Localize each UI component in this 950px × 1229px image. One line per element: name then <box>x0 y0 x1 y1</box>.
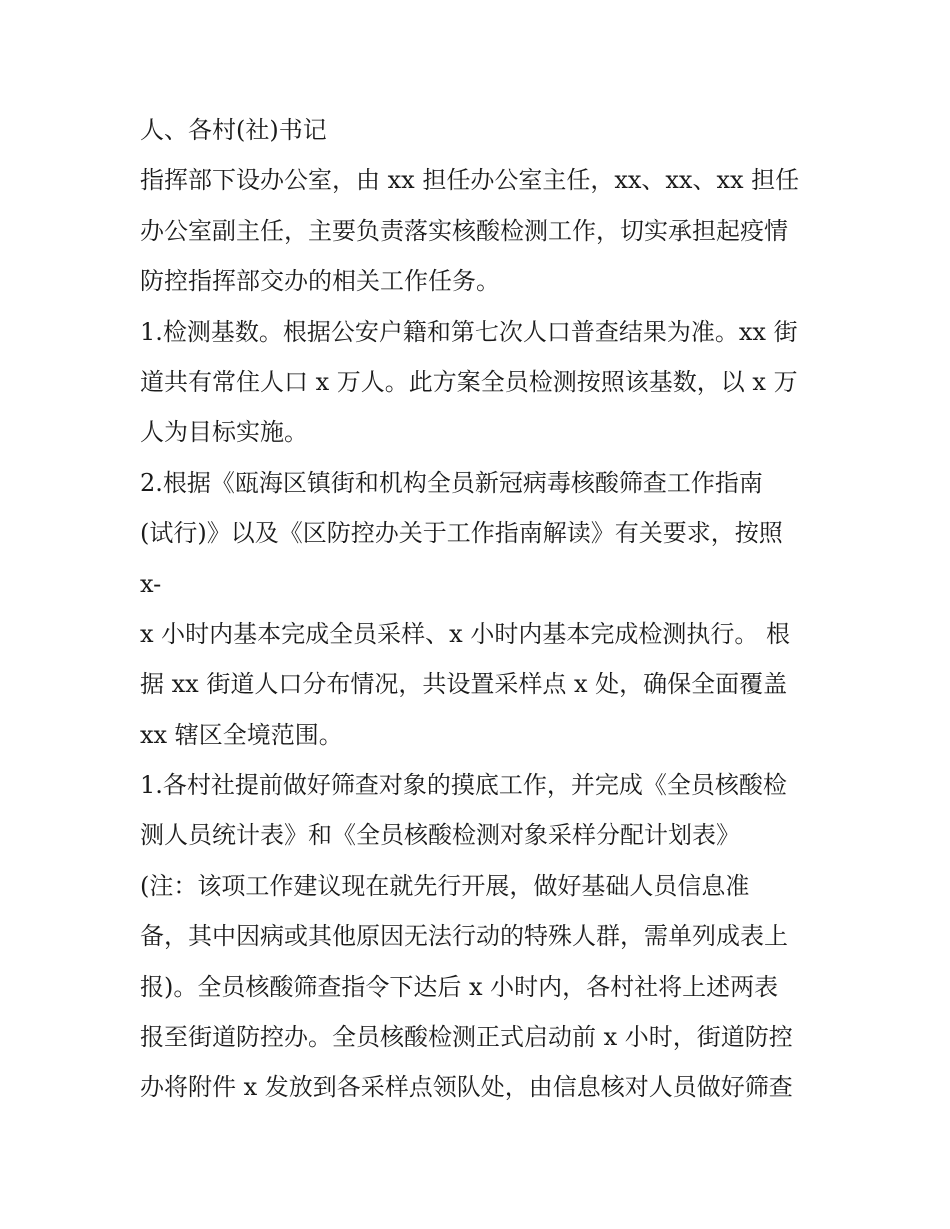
text-line: 人、各村(社)书记 <box>140 116 327 144</box>
text-line: 指挥部下设办公室，由 xx 担任办公室主任，xx、xx、xx 担任 <box>140 166 800 195</box>
text-line: 1.检测基数。根据公安户籍和第七次人口普查结果为准。xx 街 <box>140 317 798 346</box>
text-line: 报)。全员核酸筛查指令下达后 x 小时内，各村社将上述两表 <box>140 972 779 1001</box>
text-line: 办将附件 x 发放到各采样点领队处，由信息核对人员做好筛查 <box>140 1073 793 1102</box>
text-line: 道共有常住人口 x 万人。此方案全员检测按照该基数，以 x 万 <box>140 367 798 396</box>
text-line: 据 xx 街道人口分布情况，共设置采样点 x 处，确保全面覆盖 <box>140 670 788 699</box>
text-line: (注：该项工作建议现在就先行开展，做好基础人员信息准 <box>140 871 750 900</box>
text-line: 人为目标实施。 <box>140 418 308 447</box>
document-body <box>140 110 820 1118</box>
text-line: 测人员统计表》和《全员核酸检测对象采样分配计划表》 <box>140 821 740 850</box>
text-line: 报至街道防控办。全员核酸检测正式启动前 x 小时，街道防控 <box>140 1023 793 1052</box>
text-line: 办公室副主任，主要负责落实核酸检测工作，切实承担起疫情 <box>140 216 788 245</box>
text-line: 防控指挥部交办的相关工作任务。 <box>140 267 500 296</box>
text-line: x- <box>140 569 162 598</box>
text-line: xx 辖区全境范围。 <box>140 720 343 749</box>
text-line: 备，其中因病或其他原因无法行动的特殊人群，需单列成表上 <box>140 922 788 951</box>
text-line: (试行)》以及《区防控办关于工作指南解读》有关要求，按照 <box>140 519 783 548</box>
text-line: 1.各村社提前做好筛查对象的摸底工作，并完成《全员核酸检 <box>140 771 787 800</box>
text-line: 2.根据《瓯海区镇街和机构全员新冠病毒核酸筛查工作指南 <box>140 468 763 497</box>
text-line: x 小时内基本完成全员采样、x 小时内基本完成检测执行。 根 <box>140 619 790 648</box>
